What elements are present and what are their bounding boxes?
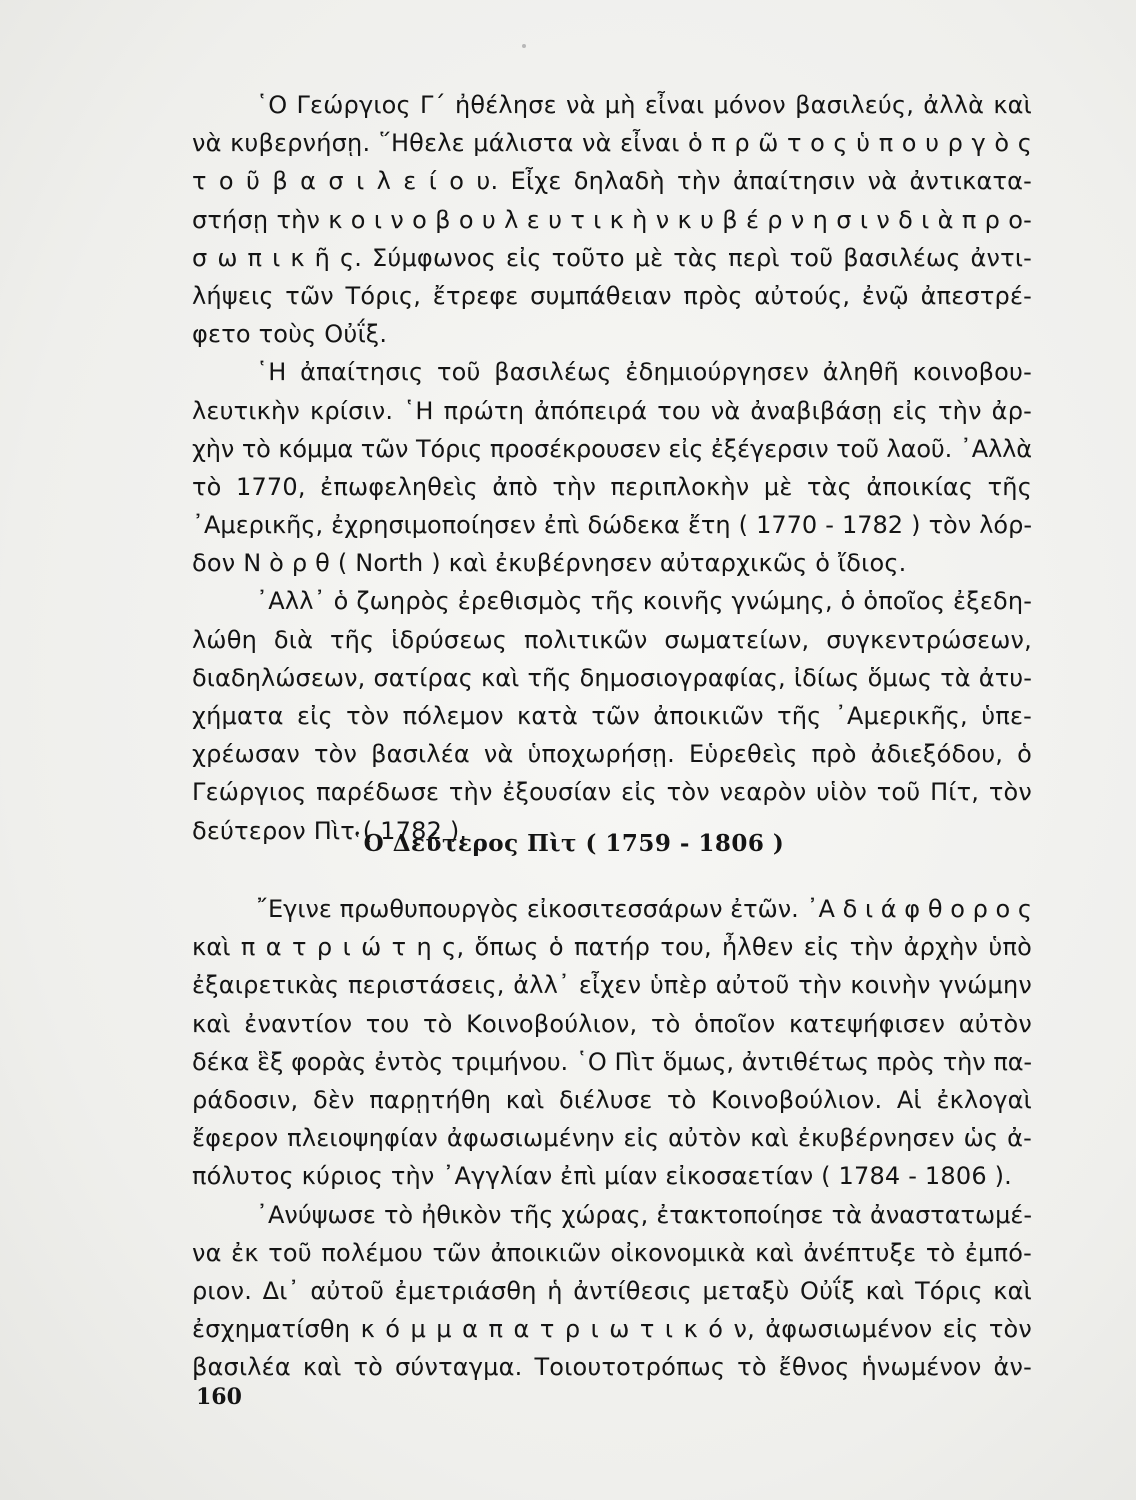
text-line: τὸ 1770, ἐπωφεληθεὶς ἀπὸ τὴν περιπλοκὴν μὲ τὰς ἀποικίας τῆς <box>192 472 1032 501</box>
text-line: να ἐκ τοῦ πολέμου τῶν ἀποικιῶν οἰκονομικὰ καὶ ἀνέπτυξε τὸ ἐμπό- <box>192 1238 1032 1267</box>
paper-speck <box>522 44 526 48</box>
text-line: ριον. Δι᾿ αὐτοῦ ἐμετριάσθη ἡ ἀντίθεσις μεταξὺ Οὐΐξ καὶ Τόρις καὶ <box>192 1276 1032 1305</box>
text-line: χήματα εἰς τὸν πόλεμον κατὰ τῶν ἀποικιῶν τῆς ᾿Αμερικῆς, ὑπε- <box>192 702 1032 730</box>
body-text-section-2 <box>192 890 1032 1386</box>
text-line: στήσῃ τὴν κ ο ι ν ο β ο υ λ ε υ τ ι κ ὴ ν κ υ β έ ρ ν η σ ι ν δ ι ὰ π ρ ο- <box>192 205 1032 234</box>
text-line: ράδοσιν, δὲν παρῃτήθη καὶ διέλυσε τὸ Κοινοβούλιον. Αἱ ἐκλογαὶ <box>192 1085 1032 1114</box>
text-line: δεύτερον Πὶτ ( 1782 ). <box>192 816 468 845</box>
text-line: λήψεις τῶν Τόρις, ἔτρεφε συμπάθειαν πρὸς αὐτούς, ἐνῷ ἀπεστρέ- <box>192 281 1032 310</box>
text-line: ᾿Αμερικῆς, ἐχρησιμοποίησεν ἐπὶ δώδεκα ἔτη ( 1770 - 1782 ) τὸν λόρ- <box>192 511 1032 540</box>
text-line: φετο τοὺς Οὐΐξ. <box>192 320 388 349</box>
text-line: βασιλέα καὶ τὸ σύνταγμα. Τοιουτοτρόπως τὸ ἔθνος ἡνωμένον ἀν- <box>192 1353 1032 1382</box>
page-number: 160 <box>196 1384 242 1410</box>
text-line: χρέωσαν τὸν βασιλέα νὰ ὑποχωρήσῃ. Εὑρεθεὶς πρὸ ἀδιεξόδου, ὁ <box>192 740 1032 769</box>
text-line: διαδηλώσεων, σατίρας καὶ τῆς δημοσιογραφίας, ἰδίως ὅμως τὰ ἀτυ- <box>192 663 1032 692</box>
text-line: ᾿Αλλ᾿ ὁ ζωηρὸς ἐρεθισμὸς τῆς κοινῆς γνώμης, ὁ ὁποῖος ἐξεδη- <box>256 587 1033 616</box>
text-line: ῾Ο Γεώργιος Γ΄ ἠθέλησε νὰ μὴ εἶναι μόνον βασιλεύς, ἀλλὰ καὶ <box>256 91 1032 119</box>
text-line: ἐσχηματίσθη κ ό μ μ α π α τ ρ ι ω τ ι κ ό ν, ἀφωσιωμένον εἰς τὸν <box>192 1315 1032 1344</box>
text-line: δον Ν ὸ ρ θ ( North ) καὶ ἐκυβέρνησεν αὐταρχικῶς ὁ ἴδιος. <box>192 549 907 578</box>
text-line: ἐξαιρετικὰς περιστάσεις, ἀλλ᾿ εἶχεν ὑπὲρ αὐτοῦ τὴν κοινὴν γνώμην <box>192 971 1032 1000</box>
text-line: σ ω π ι κ ῆ ς. Σύμφωνος εἰς τοῦτο μὲ τὰς περὶ τοῦ βασιλέως ἀντι- <box>192 243 1032 272</box>
body-text-section-1 <box>192 86 1032 850</box>
text-line: χὴν τὸ κόμμα τῶν Τόρις προσέκρουσεν εἰς ἐξέγερσιν τοῦ λαοῦ. ᾿Αλλὰ <box>192 434 1032 463</box>
text-line: Γεώργιος παρέδωσε τὴν ἐξουσίαν εἰς τὸν νεαρὸν υἱὸν τοῦ Πίτ, τὸν <box>192 778 1032 807</box>
text-line: ῾Η ἀπαίτησις τοῦ βασιλέως ἐδημιούργησεν ἀληθῆ κοινοβου- <box>256 358 1032 387</box>
text-line: πόλυτος κύριος τὴν ᾿Αγγλίαν ἐπὶ μίαν εἰκοσαετίαν ( 1784 - 1806 ). <box>192 1162 1013 1191</box>
text-line: νὰ κυβερνήσῃ. ῞Ηθελε μάλιστα νὰ εἶναι ὁ π ρ ῶ τ ο ς ὑ π ο υ ρ γ ὸ ς <box>192 129 1032 158</box>
text-line: λώθη διὰ τῆς ἱδρύσεως πολιτικῶν σωματείων, συγκεντρώσεων, <box>192 625 1032 654</box>
text-line: ᾿Ανύψωσε τὸ ἠθικὸν τῆς χώρας, ἐτακτοποίησε τὰ ἀναστατωμέ- <box>256 1200 1032 1229</box>
section-heading: ῾Ο Δεύτερος Πὶτ ( 1759 - 1806 ) <box>351 830 785 857</box>
text-line: καὶ ἐναντίον του τὸ Κοινοβούλιον, τὸ ὁποῖον κατεψήφισεν αὐτὸν <box>192 1009 1032 1038</box>
text-line: λευτικὴν κρίσιν. ῾Η πρώτη ἀπόπειρά του νὰ ἀναβιβάσῃ εἰς τὴν ἀρ- <box>192 396 1032 425</box>
text-line: ῎Εγινε πρωθυπουργὸς εἰκοσιτεσσάρων ἐτῶν. ᾿Α δ ι ά φ θ ο ρ ο ς <box>256 895 1032 923</box>
text-line: καὶ π α τ ρ ι ώ τ η ς, ὅπως ὁ πατήρ του, ἦλθεν εἰς τὴν ἀρχὴν ὑπὸ <box>192 933 1032 962</box>
text-line: ἔφερον πλειοψηφίαν ἀφωσιωμένην εἰς αὐτὸν καὶ ἐκυβέρνησεν ὡς ἀ- <box>192 1124 1032 1153</box>
text-line: τ ο ῦ β α σ ι λ ε ί ο υ. Εἶχε δηλαδὴ τὴν ἀπαίτησιν νὰ ἀντικατα- <box>192 167 1032 196</box>
text-line: δέκα ἓξ φορὰς ἐντὸς τριμήνου. ῾Ο Πὶτ ὅμως, ἀντιθέτως πρὸς τὴν πα- <box>192 1047 1032 1076</box>
